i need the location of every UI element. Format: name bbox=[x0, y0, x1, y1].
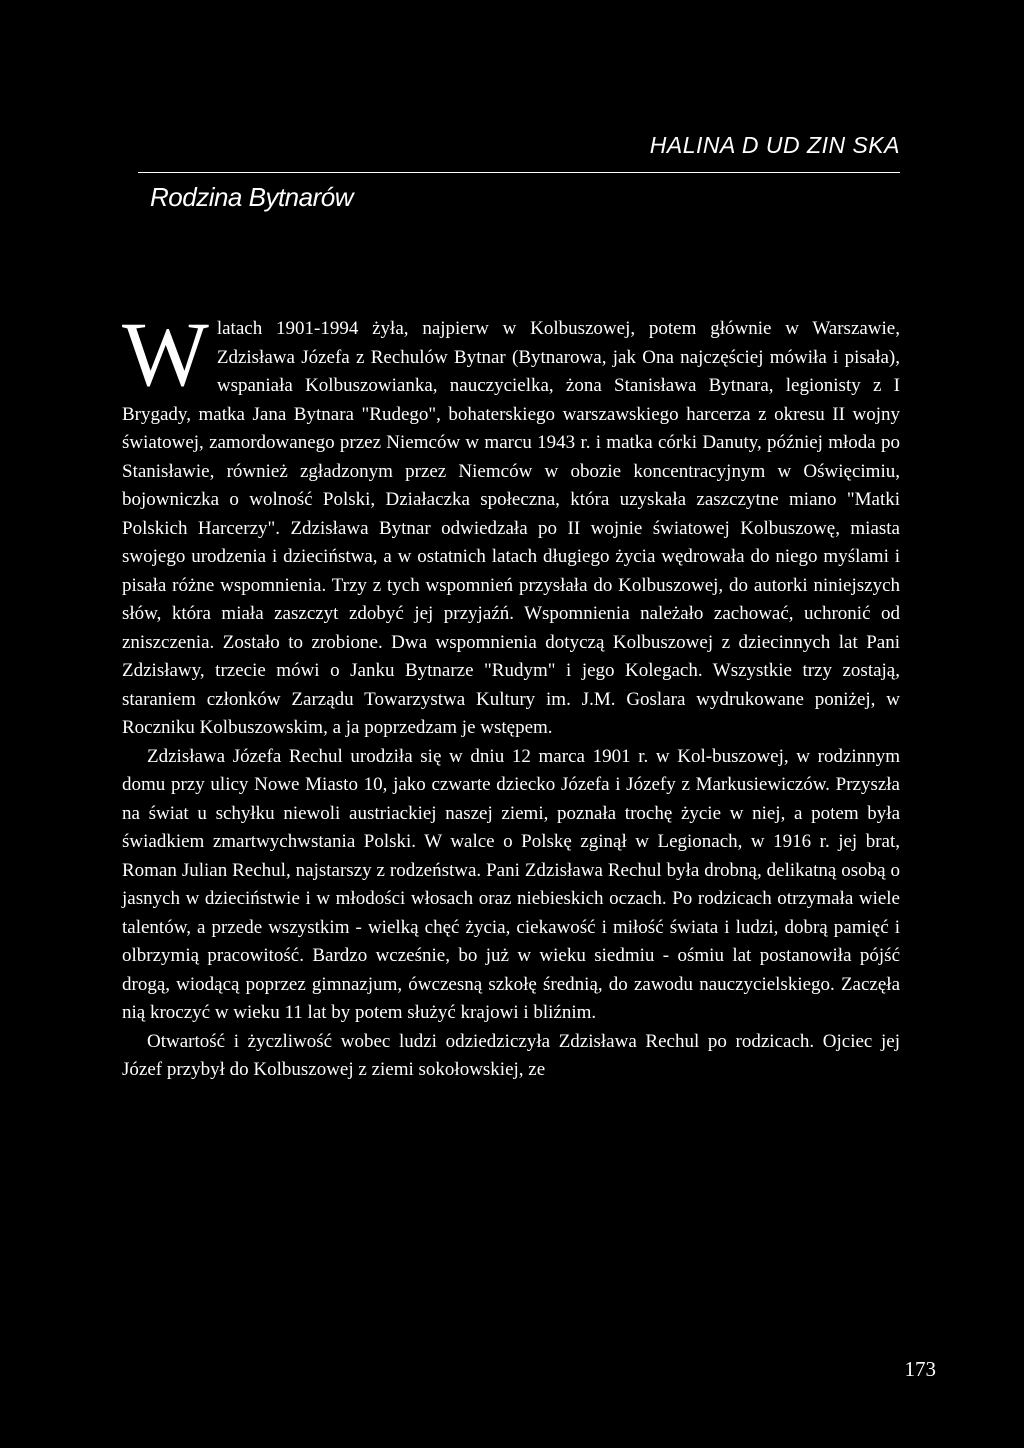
page-number: 173 bbox=[904, 1357, 936, 1381]
author-name: HALINA D UD ZIN SKA bbox=[649, 132, 900, 158]
paragraph-1 bbox=[122, 303, 900, 743]
article-title: Rodzina Bytnarów bbox=[150, 182, 353, 212]
paragraph-3: Otwartość i życzliwość wobec ludzi odziedziczyła Zdzisława Rechul po rodzicach. Ojciec jej Józef przybył do Kolbuszowej z ziemi sokołowskiej, ze bbox=[122, 1030, 900, 1080]
paragraph-2: Zdzisława Józefa Rechul urodziła się w dniu 12 marca 1901 r. w Kol-buszowej, w rodzinnym domu przy ulicy Nowe Miasto 10, jako czwarte dziecko Józefa i Józefy z Markusiewiczów. Przyszła na świat u schyłku niewoli austriackiej naszej ziemi, poznała trochę życie w niej, a potem była świadkiem zmartwychwstania Polski. W walce o Polskę zginął w Legionach, w 1916 r. jej brat, Roman Julian Rechul, najstarszy z rodzeństwa. Pani Zdzisława Rechul była drobną, delikatną osobą o jasnych w dzieciństwie i w młodości włosach oraz niebieskich oczach. Po rodzicach otrzymała wiele talentów, a przede wszystkim - wielką chęć życia, ciekawość i miłość świata i ludzi, dobrą pamięć i olbrzymią pracowitość. Bardzo wcześnie, bo już w wieku siedmiu - ośmiu lat postanowiła pójść drogą, wiodącą poprzez gimnazjum, ówczesną szkołę średnią, do zawodu nauczycielskiego. Zaczęła nią kroczyć w wieku 11 lat by potem służyć krajowi i bliźnim. bbox=[122, 745, 900, 1023]
paragraph-1-text: latach 1901-1994 żyła, najpierw w Kolbuszowej, potem głównie w Warszawie, Zdzisława Józefa z Rechulów Bytnar (Bytnarowa, jak Ona najczęściej mówiła i pisała), wspaniała Kolbuszowianka, nauczycielka, żona Stanisława Bytnara, legionisty z I Brygady, matka Jana Bytnara "Rudego", bohaterskiego warszawskiego harcerza z okresu II wojny światowej, zamordowanego przez Niemców w marcu 1943 r. i matka córki Danuty, później młoda po Stanisławie, również zgładzonym przez Niemców w obozie koncentracyjnym w Oświęcimiu, bojowniczka o wolność Polski, Działaczka społeczna, która uzyskała zaszczytne miano "Matki Polskich Harcerzy". Zdzisława Bytnar odwiedzała po II wojnie światowej Kolbuszowę, miasta swojego urodzenia i dzieciństwa, a w ostatnich latach długiego życia wędrowała do niego myślami i pisała różne wspomnienia. Trzy z tych wspomnień przysłała do Kolbuszowej, do autorki niniejszych słów, która miała zaszczyt zdobyć jej przyjaźń. Wspomnienia należało zachować, uchronić od zniszczenia. Zostało to zrobione. Dwa wspomnienia dotyczą Kolbuszowej z dziecinnych lat Pani Zdzisławy, trzecie mówi o Janku Bytnarze "Rudym" i jego Kolegach. Wszystkie trzy zostają, staraniem członków Zarządu Towarzystwa Kultury im. J.M. Goslara wydrukowane poniżej, w Roczniku Kolbuszowskim, a ja poprzedzam je wstępem. bbox=[122, 318, 900, 738]
header-rule bbox=[138, 172, 900, 173]
drop-cap: W bbox=[122, 303, 209, 405]
article-body bbox=[122, 303, 900, 1085]
